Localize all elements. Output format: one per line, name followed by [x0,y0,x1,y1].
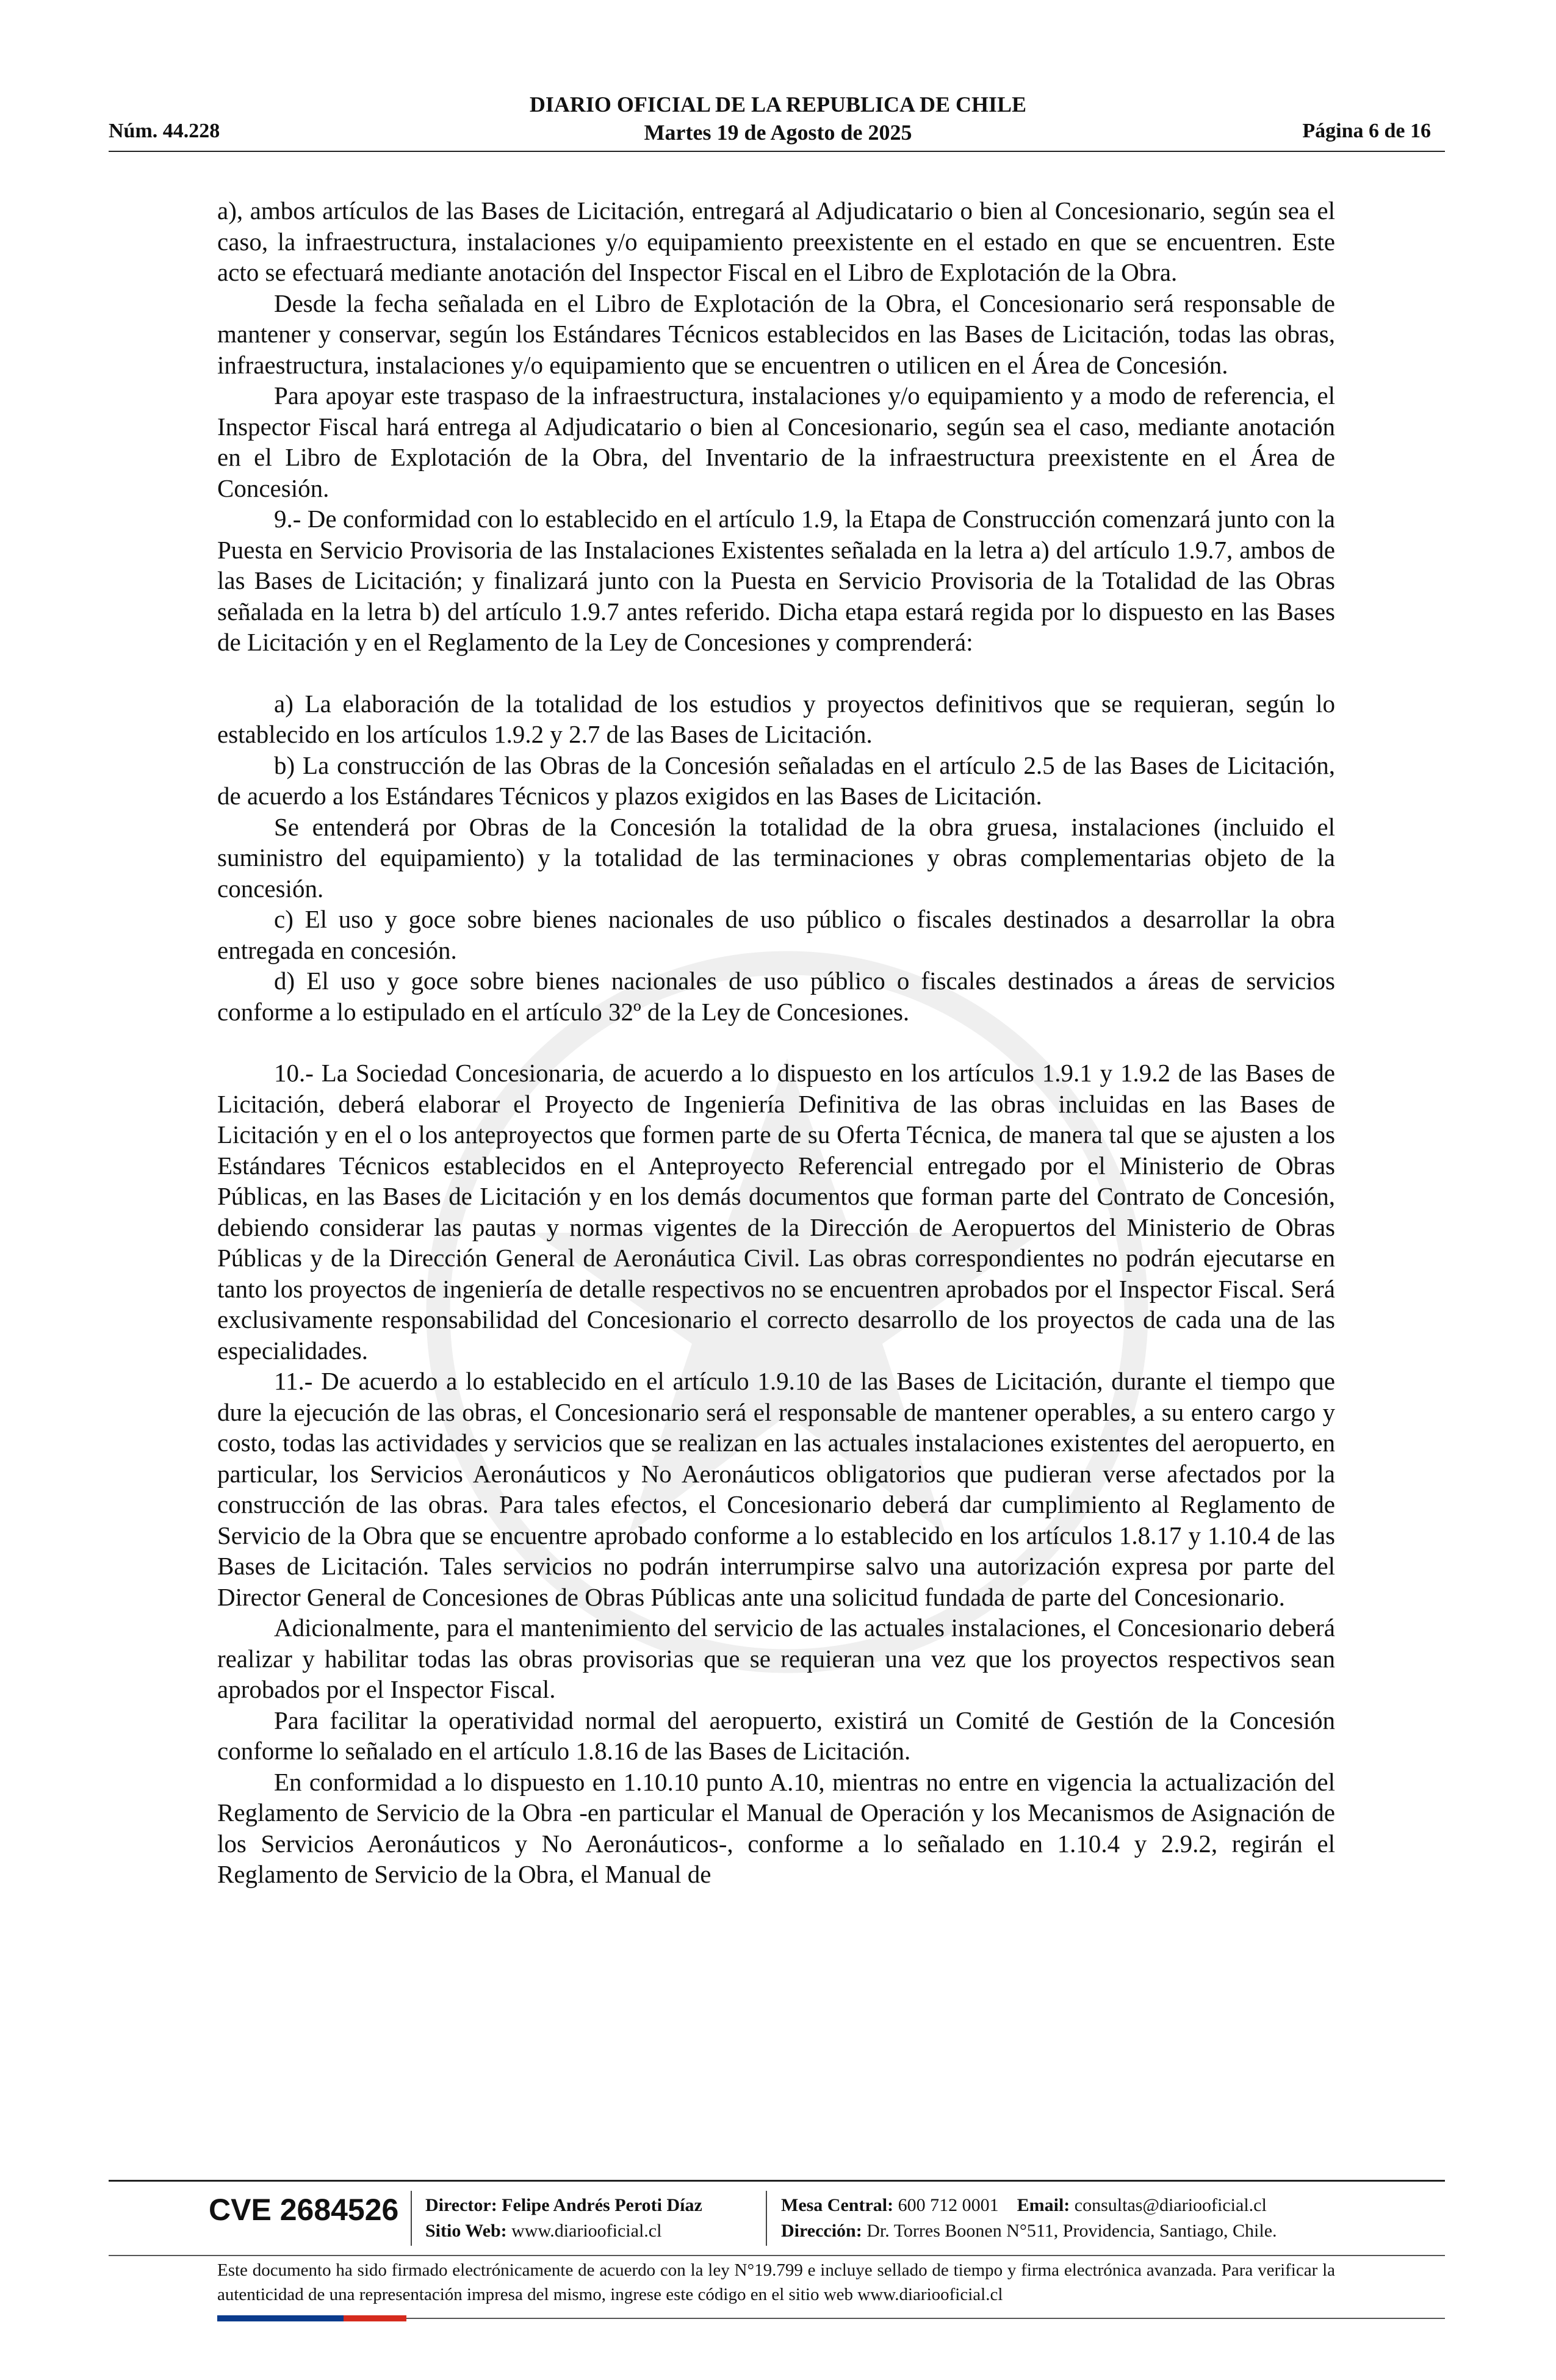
body-paragraph: c) El uso y goce sobre bienes nacionales de uso público o fiscales destinados a desarrollar la obra entregada en concesión. [217,905,1335,964]
newspaper-title: DIARIO OFICIAL DE LA REPUBLICA DE CHILE [529,92,1027,117]
footer-director-block [425,2193,702,2244]
body-paragraph: En conformidad a lo dispuesto en 1.10.10 punto A.10, mientras no entre en vigencia la actualización del Reglamento de Servicio de la Obra -en particular el Manual de Operación y los Mecanismos de Asignación de los Servicios Aeronáuticos y No Aeronáuticos-, conforme a lo señalado en 1.10.4 y 2.9.2, regirán el Reglamento de Servicio de la Obra, el Manual de [217,1767,1335,1888]
footer-separator [411,2191,412,2246]
body-paragraph: Para facilitar la operatividad normal del aeropuerto, existirá un Comité de Gestión de la Concesión conforme lo señalado en el artículo 1.8.16 de las Bases de Licitación. [217,1706,1335,1765]
body-paragraph: Adicionalmente, para el mantenimiento del servicio de las actuales instalaciones, el Concesionario deberá realizar y habilitar todas las obras provisorias que se requieran una vez que los proyectos respectivos sean aprobados por el Inspector Fiscal. [217,1614,1335,1703]
body-paragraph: b) La construcción de las Obras de la Concesión señaladas en el artículo 2.5 de las Bases de Licitación, de acuerdo a los Estándares Técnicos y plazos exigidos en las Bases de Licitación. [217,751,1335,810]
flag-segment [344,2315,406,2321]
email-link[interactable]: consultas@diariooficial.cl [1074,2195,1267,2215]
phone-label: Mesa Central: [781,2195,894,2215]
footer-divider [109,2180,1445,2182]
paragraph-spacer [217,1027,1335,1058]
footer-bottom-line [406,2318,1445,2319]
footer-contact-block [781,2193,1277,2244]
flag-segment [280,2315,343,2321]
issue-number: Núm. 44.228 [109,120,220,142]
footer-separator [766,2191,767,2246]
paragraph-spacer [217,658,1335,688]
body-paragraph: 10.- La Sociedad Concesionaria, de acuerdo a lo dispuesto en los artículos 1.9.1 y 1.9.2 de las Bases de Licitación, deberá elaborar el Proyecto de Ingeniería Definitiva de las obras incluidas en las Bases de Licitación y en el o los anteproyectos que formen parte de su Oferta Técnica, de manera tal que se ajusten a los Estándares Técnicos establecidos en el Anteproyecto Referencial entregado por el Ministerio de Obras Públicas, en las Bases de Licitación y en los demás documentos que forman parte del Contrato de Concesión, debiendo considerar las pautas y normas vigentes de la Dirección de Aeropuertos del Ministerio de Obras Públicas y de la Dirección General de Aeronáutica Civil. Las obras correspondientes no podrán ejecutarse en tanto los proyectos de ingeniería de detalle respectivos no se encuentren aprobados por el Inspector Fiscal. Será exclusivamente responsabilidad del Concesionario el correcto desarrollo de los proyectos de cada una de las especialidades. [217,1059,1335,1365]
director-label: Director: [425,2195,497,2215]
document-body [217,195,1335,1890]
website-link[interactable]: www.diariooficial.cl [511,2221,662,2241]
phone-number: 600 712 0001 [898,2195,999,2215]
director-name: Felipe Andrés Peroti Díaz [502,2195,702,2215]
header-divider [109,151,1445,152]
body-paragraph: 9.- De conformidad con lo establecido en el artículo 1.9, la Etapa de Construcción comenzará junto con la Puesta en Servicio Provisoria de las Instalaciones Existentes señalada en la letra a) del artículo 1.9.7, ambos de las Bases de Licitación; y finalizará junto con la Puesta en Servicio Provisoria de la Totalidad de las Obras señalada en la letra b) del artículo 1.9.7 antes referido. Dicha etapa estará regida por lo dispuesto en las Bases de Licitación y en el Reglamento de la Ley de Concesiones y comprenderá: [217,505,1335,656]
page-indicator: Página 6 de 16 [1302,120,1431,142]
cve-code: CVE 2684526 [209,2193,399,2227]
email-label: Email: [1017,2195,1070,2215]
body-paragraph: Desde la fecha señalada en el Libro de Explotación de la Obra, el Concesionario será responsable de mantener y conservar, según los Estándares Técnicos establecidos en las Bases de Licitación, todas las obras, infraestructura, instalaciones y/o equipamiento que se encuentren o utilicen en el Área de Concesión. [217,289,1335,379]
signature-disclaimer: Este documento ha sido firmado electrónicamente de acuerdo con la ley N°19.799 e incluye sellado de tiempo y firma electrónica avanzada. Para verificar la autenticidad de una representación impresa del mismo, ingrese este código en el sitio web www.diariooficial.cl [217,2260,1335,2304]
footer-divider [109,2255,1445,2256]
body-paragraph: Se entenderá por Obras de la Concesión la totalidad de la obra gruesa, instalaciones (incluido el suministro del equipamiento) y la totalidad de las terminaciones y obras complementarias objeto de la concesión. [217,812,1335,903]
body-paragraph: a) La elaboración de la totalidad de los estudios y proyectos definitivos que se requieran, según lo establecido en los artículos 1.9.2 y 2.7 de las Bases de Licitación. [217,689,1335,748]
website-label: Sitio Web: [425,2221,507,2241]
flag-color-bar [217,2315,406,2321]
flag-segment [217,2315,280,2321]
address-value: Dr. Torres Boonen N°511, Providencia, Santiago, Chile. [866,2221,1277,2241]
body-paragraph: d) El uso y goce sobre bienes nacionales de uso público o fiscales destinados a áreas de servicios conforme a lo estipulado en el artículo 32º de la Ley de Concesiones. [217,967,1335,1026]
address-label: Dirección: [781,2221,862,2241]
issue-date: Martes 19 de Agosto de 2025 [644,120,912,145]
body-paragraph: 11.- De acuerdo a lo establecido en el artículo 1.9.10 de las Bases de Licitación, durante el tiempo que dure la ejecución de las obras, el Concesionario será el responsable de mantener operables, a su entero cargo y costo, todas las actividades y servicios que se realizan en las actuales instalaciones existentes del aeropuerto, en particular, los Servicios Aeronáuticos y No Aeronáuticos obligatorios que pudieran verse afectados por la construcción de las obras. Para tales efectos, el Concesionario deberá dar cumplimiento al Reglamento de Servicio de la Obra que se encuentre aprobado conforme a lo establecido en los artículos 1.8.17 y 1.10.4 de las Bases de Licitación. Tales servicios no podrán interrumpirse salvo una autorización expresa por parte del Director General de Concesiones de Obras Públicas ante una solicitud fundada de parte del Concesionario. [217,1367,1335,1611]
body-paragraph: Para apoyar este traspaso de la infraestructura, instalaciones y/o equipamiento y a modo de referencia, el Inspector Fiscal hará entrega al Adjudicatario o bien al Concesionario, según sea el caso, mediante anotación en el Libro de Explotación de la Obra, del Inventario de la infraestructura preexistente en el Área de Concesión. [217,381,1335,502]
body-paragraph: a), ambos artículos de las Bases de Licitación, entregará al Adjudicatario o bien al Concesionario, según sea el caso, la infraestructura, instalaciones y/o equipamiento preexistente en el estado en que se encuentren. Este acto se efectuará mediante anotación del Inspector Fiscal en el Libro de Explotación de la Obra. [217,197,1335,286]
